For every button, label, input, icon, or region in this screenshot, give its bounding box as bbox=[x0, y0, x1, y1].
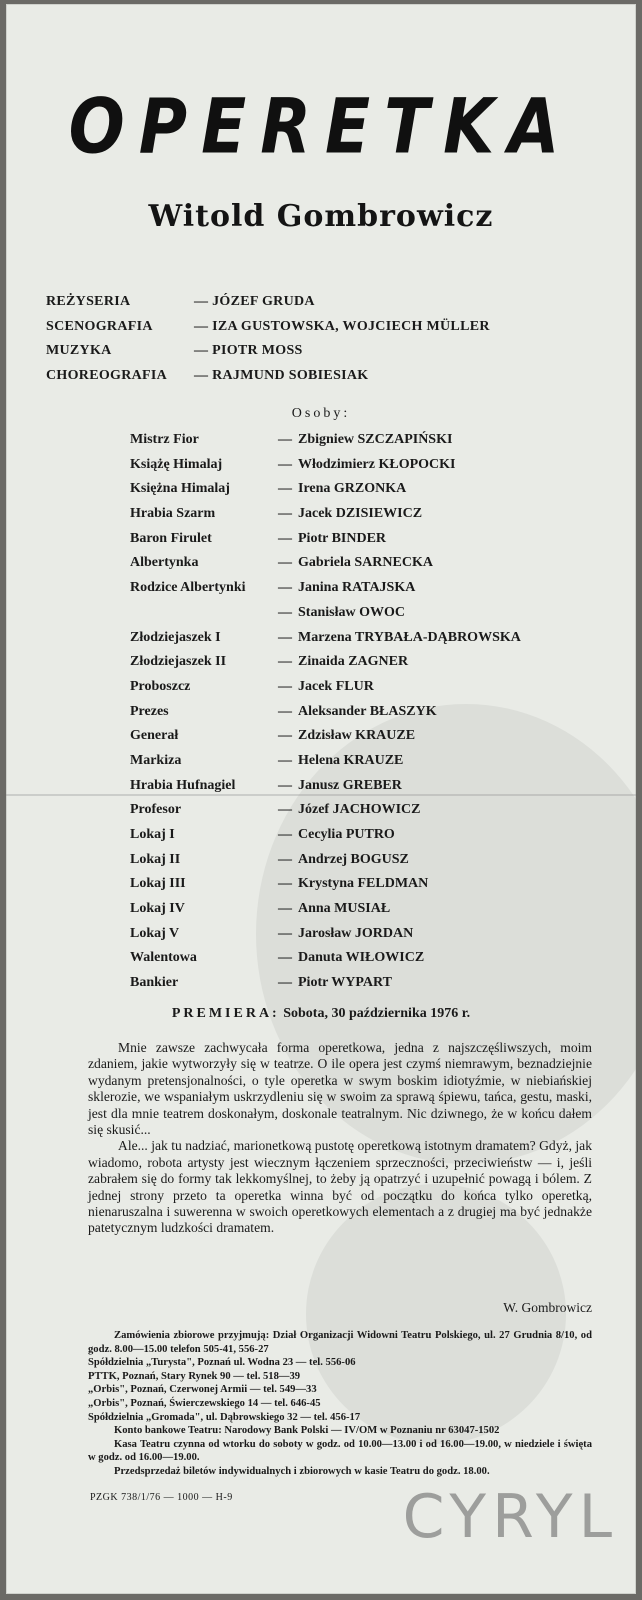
cast-dash: — bbox=[278, 851, 292, 867]
cast-actor: Irena GRZONKA bbox=[298, 481, 407, 497]
cast-actor: Jacek DZISIEWICZ bbox=[298, 506, 423, 522]
cast-dash: — bbox=[278, 555, 292, 571]
cast-actor: Gabriela SARNECKA bbox=[298, 555, 433, 571]
cast-heading: Osoby: bbox=[291, 406, 351, 421]
cast-role: Złodziejaszek I bbox=[130, 629, 221, 645]
agency-line: Spółdzielnia „Turysta", Poznań ul. Wodna 23 — tel. 556-06 bbox=[88, 1357, 356, 1369]
orders-info: Zamówienia zbiorowe przyjmują: Dział Organizacji Widowni Teatru Polskiego, ul. 27 Grudnia 8/10, od godz. 8.00—15.00 telefon 505-41, 556-27 bbox=[88, 1330, 592, 1355]
cast-role: Hrabia Szarm bbox=[130, 506, 216, 522]
cast-dash: — bbox=[278, 604, 292, 620]
cast-row bbox=[130, 827, 600, 852]
cast-role: Proboszcz bbox=[130, 678, 191, 694]
essay bbox=[88, 1040, 592, 1237]
cast-actor: Stanisław OWOC bbox=[298, 604, 405, 620]
cast-row bbox=[130, 654, 600, 679]
cast-role: Prezes bbox=[130, 703, 169, 719]
cast-row bbox=[130, 580, 600, 605]
cast-role: Walentowa bbox=[130, 950, 197, 966]
premiere-label: PREMIERA: bbox=[171, 1006, 280, 1021]
agency-line: Spółdzielnia „Gromada", ul. Dąbrowskiego 32 — tel. 456-17 bbox=[88, 1411, 361, 1423]
ticket-info bbox=[88, 1329, 592, 1479]
credit-row bbox=[46, 343, 606, 368]
cast-row bbox=[130, 852, 600, 877]
cast-dash: — bbox=[278, 481, 292, 497]
cast-role: Księżna Himalaj bbox=[130, 481, 230, 497]
credit-role: CHOREOGRAFIA bbox=[46, 367, 168, 383]
cast-actor: Krystyna FELDMAN bbox=[298, 876, 429, 892]
credits-list bbox=[46, 294, 606, 392]
credit-name: — IZA GUSTOWSKA, WOJCIECH MÜLLER bbox=[194, 318, 490, 334]
cast-row bbox=[130, 506, 600, 531]
cast-dash: — bbox=[278, 752, 292, 768]
cast-role: Mistrz Fior bbox=[130, 432, 199, 447]
credit-role: MUZYKA bbox=[46, 343, 112, 358]
page-title: OPERETKA bbox=[68, 82, 574, 171]
cast-dash: — bbox=[278, 580, 292, 596]
cast-row bbox=[130, 679, 600, 704]
essay-paragraph: Ale... jak tu nadziać, marionetkową pustotę operetkową istotnym dramatem? Gdyż, jak wiadomo, robota artysty jest wiecznym łączeniem sprzeczności, przeciwieństw — i, jeśli zabrałem się do formy tak lekkomyślnej, to żeby ją opatrzyć i uzupełnić powagą i bólem. Z jednej strony przeto ta operetka winna być od początku do końca tylko operetką, nienaruszalna i suwerenna w swoich operetkowych elementach a z drugiej ma być jednakże patetycznym ludzkości dramatem. bbox=[88, 1138, 592, 1236]
cast-dash: — bbox=[278, 654, 292, 670]
cast-role: Albertynka bbox=[130, 555, 199, 571]
credit-row bbox=[46, 319, 606, 344]
cast-actor: Danuta WIŁOWICZ bbox=[298, 950, 425, 966]
cast-role: Profesor bbox=[130, 802, 182, 818]
cast-actor: Jacek FLUR bbox=[298, 678, 374, 694]
cast-dash: — bbox=[278, 802, 292, 818]
cast-role: Lokaj I bbox=[130, 827, 175, 842]
cast-actor: Andrzej BOGUSZ bbox=[298, 851, 409, 867]
credit-name: — PIOTR MOSS bbox=[194, 343, 303, 358]
cast-dash: — bbox=[278, 777, 292, 793]
cast-row bbox=[130, 704, 600, 729]
cast-actor: Zdzisław KRAUZE bbox=[298, 728, 416, 744]
cast-dash: — bbox=[278, 678, 292, 694]
credit-name: — JÓZEF GRUDA bbox=[194, 294, 315, 309]
cast-dash: — bbox=[278, 506, 292, 522]
agency-line: „Orbis", Poznań, Czerwonej Armii — tel. 549—33 bbox=[88, 1384, 317, 1396]
cast-actor: Piotr WYPART bbox=[298, 975, 393, 991]
cast-row bbox=[130, 432, 600, 457]
cast-actor: Włodzimierz KŁOPOCKI bbox=[298, 456, 456, 472]
essay-paragraph: Mnie zawsze zachwycała forma operetkowa, jedna z najszczęśliwszych, moim zdaniem, jakie wytworzyły się w teatrze. O ile opera jest czymś niemrawym, beznadziejnie wydanym pretensjonalności, o tyle operetka w swym boskim idiotyźmie, w niebiańskiej sklerozie, we wspaniałym uskrzydleniu się w swoim za sprawą śpiewu, tańca, gestu, maski, jest dla mnie teatrem doskonałym, doskonale teatralnym. Nic dziwnego, że w końcu dałem się skusić... bbox=[88, 1040, 592, 1138]
cast-row bbox=[130, 555, 600, 580]
cast-row bbox=[130, 926, 600, 951]
cast-row bbox=[130, 481, 600, 506]
cast-actor: Piotr BINDER bbox=[298, 530, 387, 546]
cast-row bbox=[130, 802, 600, 827]
cast-actor: Helena KRAUZE bbox=[298, 752, 404, 768]
cast-role: Markiza bbox=[130, 752, 182, 768]
premiere-date: Sobota, 30 października 1976 r. bbox=[283, 1006, 471, 1021]
cast-role: Generał bbox=[130, 728, 179, 744]
cast-dash: — bbox=[278, 827, 292, 842]
box-office-info: Kasa Teatru czynna od wtorku do soboty w godz. od 10.00—13.00 i od 16.00—19.00, w niedziele i święta w godz. od 16.00—19.00. bbox=[88, 1438, 592, 1464]
cast-row bbox=[130, 728, 600, 753]
cast-row bbox=[130, 457, 600, 482]
cast-row bbox=[130, 753, 600, 778]
credit-row bbox=[46, 294, 606, 319]
cast-dash: — bbox=[278, 432, 292, 447]
cast-actor: Jarosław JORDAN bbox=[298, 925, 414, 941]
cast-row bbox=[130, 531, 600, 556]
cast-role: Lokaj II bbox=[130, 851, 181, 867]
cast-actor: Anna MUSIAŁ bbox=[298, 901, 391, 917]
cast-dash: — bbox=[278, 950, 292, 966]
poster-sheet bbox=[6, 4, 636, 1594]
cast-actor: Zinaida ZAGNER bbox=[298, 654, 409, 670]
cast-row bbox=[130, 876, 600, 901]
cast-role: Baron Firulet bbox=[130, 530, 212, 546]
cast-role: Rodzice Albertynki bbox=[130, 580, 246, 596]
cast-dash: — bbox=[278, 876, 292, 892]
cast-dash: — bbox=[278, 456, 292, 472]
cast-dash: — bbox=[278, 629, 292, 645]
cast-role: Lokaj III bbox=[130, 876, 186, 892]
cast-dash: — bbox=[278, 975, 292, 991]
cast-row bbox=[130, 950, 600, 975]
cast-role: Lokaj V bbox=[130, 925, 180, 941]
cast-actor: Marzena TRYBAŁA-DĄBROWSKA bbox=[298, 629, 521, 645]
cast-role: Hrabia Hufnagiel bbox=[130, 777, 236, 793]
cast-actor: Józef JACHOWICZ bbox=[298, 802, 421, 818]
print-code: PZGK 738/1/76 — 1000 — H-9 bbox=[90, 1492, 233, 1503]
cast-dash: — bbox=[278, 728, 292, 744]
cast-row bbox=[130, 975, 600, 1000]
cast-row bbox=[130, 778, 600, 803]
cast-actor: Aleksander BŁASZYK bbox=[298, 703, 437, 719]
author-name: Witold Gombrowicz bbox=[148, 199, 494, 234]
signature: W. Gombrowicz bbox=[503, 1300, 592, 1315]
cast-role: Lokaj IV bbox=[130, 901, 185, 917]
cast-actor: Zbigniew SZCZAPIŃSKI bbox=[298, 432, 453, 447]
credit-role: SCENOGRAFIA bbox=[46, 318, 153, 334]
credit-row bbox=[46, 368, 606, 393]
cast-row bbox=[130, 605, 600, 630]
cast-actor: Cecylia PUTRO bbox=[298, 827, 395, 842]
cast-role: Książę Himalaj bbox=[130, 456, 223, 472]
credit-role: REŻYSERIA bbox=[46, 294, 131, 309]
bank-info: Konto bankowe Teatru: Narodowy Bank Polski — IV/OM w Poznaniu nr 63047-1502 bbox=[114, 1425, 500, 1437]
agency-line: PTTK, Poznań, Stary Rynek 90 — tel. 518—39 bbox=[88, 1370, 301, 1382]
cast-role: Bankier bbox=[130, 975, 179, 991]
cast-dash: — bbox=[278, 530, 292, 546]
agency-line: „Orbis", Poznań, Świerczewskiego 14 — tel. 646-45 bbox=[88, 1397, 321, 1409]
cast-actor: Janina RATAJSKA bbox=[298, 580, 416, 596]
cast-row bbox=[130, 630, 600, 655]
cast-dash: — bbox=[278, 703, 292, 719]
archive-stamp: CYRYL bbox=[402, 1482, 618, 1552]
cast-actor: Janusz GREBER bbox=[298, 777, 402, 793]
credit-name: — RAJMUND SOBIESIAK bbox=[194, 367, 369, 383]
premiere-line bbox=[6, 1006, 636, 1022]
cast-role: Złodziejaszek II bbox=[130, 654, 227, 670]
presale-info: Przedsprzedaż biletów indywidualnych i zbiorowych w kasie Teatru do godz. 18.00. bbox=[114, 1465, 490, 1477]
cast-list bbox=[130, 432, 600, 1000]
cast-row bbox=[130, 901, 600, 926]
cast-dash: — bbox=[278, 901, 292, 917]
cast-dash: — bbox=[278, 925, 292, 941]
